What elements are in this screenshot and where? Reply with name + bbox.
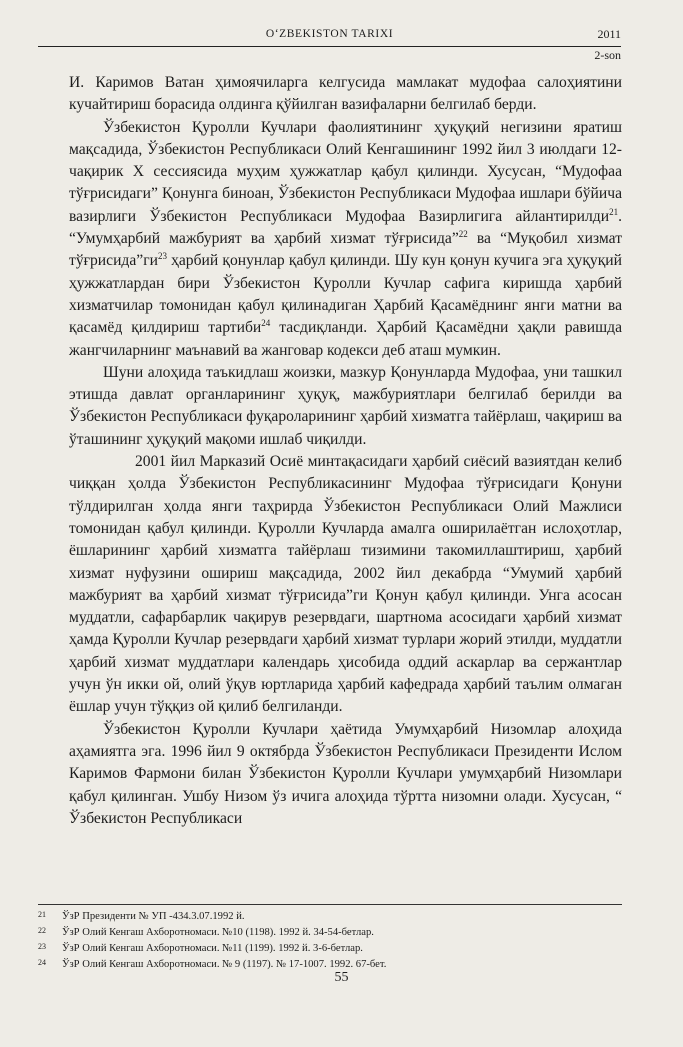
paragraph-2-text-c: ва “Муқобил хизмат тўғрисида”ги (69, 230, 623, 270)
running-header (38, 26, 621, 47)
paragraph-2-text-d: ҳарбий қонунлар қабул қилинди. Шу кун қонун кучига эга ҳуқуқий ҳужжатлардан бири Ўзбекистон Қуролли Кучлар сафига киришда ҳарбий хизматчилар томонидан қабул қилинадиган Ҳарбий Қасамёднинг янги матни ва қасамёд қилдириш тартиби (69, 252, 622, 337)
footnote-text: ЎзР Олий Кенгаш Ахборотномаси. №11 (1199). 1992 й. 3-6-бетлар. (62, 943, 363, 954)
footnote-ref-21: 21 (609, 206, 619, 217)
footnote-ref-24: 24 (261, 318, 271, 329)
paragraph-4: 2001 йил Марказий Осиё минтақасидаги ҳарбий сиёсий вазиятдан келиб чиққан ҳолда Ўзбекистон Республикасининг Мудофаа тўғрисидаги Қонуни тўлдирилган ҳолда янги таҳрирда Ўзбекистон Республикаси Олий Мажлиси томонидан қабул қилинди. Қуролли Кучларда амалга оширилаётган ислоҳотлар, ёшларининг ҳарбий хизматга тайёрлаш тизимини такомиллаштириш, ҳарбий хизмат нуфузини ошириш мақсадида, 2002 йил декабрда “Умумий ҳарбий мажбурият ва ҳарбий хизмат тўғрисида”ги Қонун қабул қилинди. Унга асосан муддатли, сафарбарлик чақирув резервдаги, шартнома асосидаги ҳарбий хизмат ҳамда Қуролли Кучлар резервдаги ҳарбий хизмат турлари жорий этилди, муддатли ҳарбий хизмат муддатлари календарь ҳисобида оддий аскарлар ва сержантлар учун ўн икки ой, олий ўқув юртларида ҳарбий кафедрада ҳарбий таълим олмаган ёшлар учун тўққиз ой қилиб белгиланди. (69, 453, 622, 716)
footnote-text: ЎзР Олий Кенгаш Ахборотномаси. №10 (1198). 1992 й. 34-54-бетлар. (62, 927, 374, 938)
footnotes (38, 904, 622, 973)
paragraph-1: И. Каримов Ватан ҳимоячиларга келгусида мамлакат мудофаа салоҳиятини кучайтириш борасида олдинга қўйилган вазифаларни белгилаб берди. (69, 74, 622, 114)
article-body (69, 72, 622, 830)
footnote-number: 21 (38, 910, 46, 919)
footnote-item (38, 909, 622, 925)
paragraph-3: Шуни алоҳида таъкидлаш жоизки, мазкур Қонунларда Мудофаа, уни ташкил этишда давлат органларининг ҳуқуқ, мажбуриятлари белгилаб берилди ва Ўзбекистон Республикаси фуқароларининг ҳарбий хизматга тайёрлаш, чақириш ва ўташининг ҳуқуқий мақоми ишлаб чиқилди. (69, 363, 622, 448)
footnote-number: 23 (38, 942, 46, 951)
journal-title: O‘ZBEKISTON TARIXI (265, 28, 394, 40)
paragraph-2-text-a: Ўзбекистон Қуролли Кучлари фаолиятининг ҳуқуқий негизини яратиш мақсадида, Ўзбекистон Республикаси Олий Кенгашининг 1992 йил 3 июлдаги 12-чақирик X сессиясида муҳим ҳужжатлар қабул қилинди. Хусусан, “Мудофаа тўғрисидаги” Қонунга биноан, Ўзбекистон Республикаси Мудофаа ишлари бўйича вазирлиги Ўзбекистон Республикаси Мудофаа Вазирлигига айлантирилди (69, 118, 622, 225)
paragraph-2 (69, 117, 622, 362)
issue-number: 2-son (594, 48, 621, 62)
paragraph-5: Ўзбекистон Қуролли Кучлари ҳаётида Умумҳарбий Низомлар алоҳида аҳамиятга эга. 1996 йил 9 октябрда Ўзбекистон Республикаси Президенти Ислом Каримов Фармони билан Ўзбекистон Қуролли Кучлари умумҳарбий Низомлари қабул қилинган. Ушбу Низом ўз ичига алоҳида тўртта низомни олади. Хусусан, “ Ўзбекистон Республикаси (69, 720, 622, 827)
footnote-number: 22 (38, 926, 46, 935)
footnote-text: ЎзР Президенти № УП -434.3.07.1992 й. (62, 911, 245, 922)
paragraph-2-text-b: . “Умумҳарбий мажбурият ва ҳарбий хизмат тўғрисида” (69, 207, 622, 248)
footnote-ref-22: 22 (458, 228, 468, 239)
footnote-ref-23: 23 (157, 251, 167, 262)
page-number: 55 (334, 970, 349, 985)
footnote-item (38, 925, 622, 941)
footnote-text: ЎзР Олий Кенгаш Ахборотномаси. № 9 (1197). № 17-1007. 1992. 67-бет. (62, 959, 387, 970)
footnote-item (38, 941, 622, 957)
footnote-number: 24 (38, 958, 46, 967)
paragraph-2-text-e: тасдиқланди. Ҳарбий Қасамёдни ҳақли равишда жангчиларнинг маънавий ва жанговар кодекси деб аташ мумкин. (69, 319, 622, 359)
journal-year: 2011 (597, 27, 621, 41)
